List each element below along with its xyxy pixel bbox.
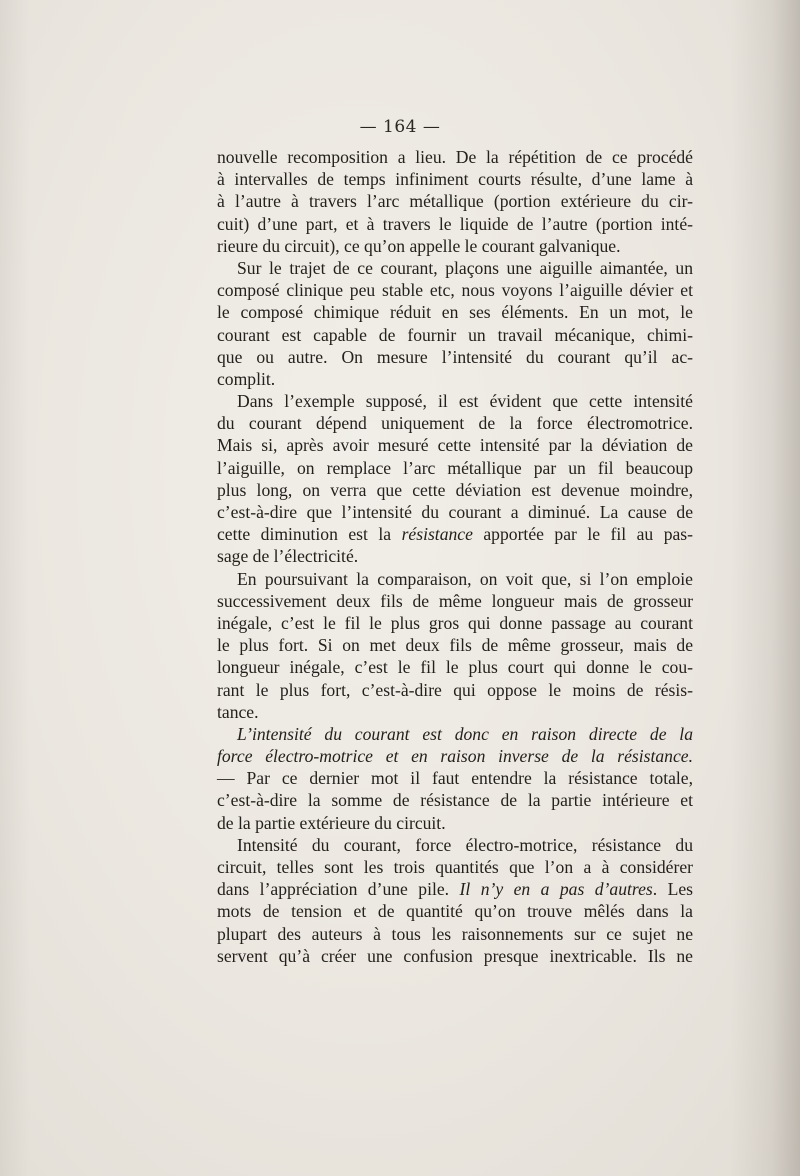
text-line: l’aiguille, on remplace l’arc métallique par un fil beaucoup: [217, 457, 693, 478]
text-line: servent qu’à créer une confusion presque inextricable. Ils ne: [217, 945, 693, 966]
text-line: c’est-à-dire la somme de résistance de la partie intérieure et: [217, 790, 693, 811]
text-line: plupart des auteurs à tous les raisonnements sur ce sujet ne: [217, 923, 693, 944]
text-line: le plus fort. Si on met deux fils de même grosseur, mais de: [217, 635, 693, 656]
text-line: — Par ce dernier mot il faut entendre la résistance totale,: [217, 768, 693, 789]
text-line: longueur inégale, c’est le fil le plus court qui donne le cou-: [217, 657, 693, 678]
page-edge-shadow: [0, 0, 30, 1176]
page-number: — 164 —: [359, 117, 441, 137]
text-line: nouvelle recomposition a lieu. De la répétition de ce procédé: [217, 147, 693, 167]
text-line: que ou autre. On mesure l’intensité du courant qu’il ac-: [217, 346, 693, 367]
gutter-shadow: [730, 0, 800, 1176]
text-line: En poursuivant la comparaison, on voit que, si l’on emploie: [237, 568, 693, 589]
text-line: de la partie extérieure du circuit.: [217, 812, 446, 833]
text-line: Mais si, après avoir mesuré cette intensité par la déviation de: [217, 435, 693, 456]
text-line: le composé chimique réduit en ses éléments. En un mot, le: [217, 302, 693, 323]
text-line: L’intensité du courant est donc en raison directe de la: [237, 723, 693, 744]
text-line: composé clinique peu stable etc, nous voyons l’aiguille dévier et: [217, 280, 693, 301]
text-line: rant le plus fort, c’est-à-dire qui oppose le moins de résis-: [217, 679, 693, 700]
text-line: cette diminution est la résistance apportée par le fil au pas-: [217, 524, 694, 545]
text-line: circuit, telles sont les trois quantités que l’on a à considérer: [217, 857, 693, 877]
text-line: plus long, on verra que cette déviation est devenue moindre,: [217, 479, 693, 500]
text-line: Dans l’exemple supposé, il est évident que cette intensité: [237, 391, 693, 412]
text-line: Sur le trajet de ce courant, plaçons une aiguille aimantée, un: [237, 257, 693, 278]
text-line: du courant dépend uniquement de la force électromotrice.: [217, 413, 693, 434]
text-line: c’est-à-dire que l’intensité du courant a diminué. La cause de: [217, 502, 693, 522]
body-text: [217, 146, 693, 967]
text-line: courant est capable de fournir un travail mécanique, chimi-: [217, 324, 693, 345]
text-line: complit.: [217, 368, 276, 389]
text-line: dans l’appréciation d’une pile. Il n’y en a pas d’autres. Les: [217, 879, 693, 900]
text-line: rieure du circuit), ce qu’on appelle le courant galvanique.: [217, 235, 621, 256]
text-line: force électro-motrice et en raison inverse de la résistance.: [217, 746, 693, 767]
emphasis-text: Il n’y en a pas d’autres: [459, 879, 653, 900]
emphasis-text: résistance: [401, 524, 473, 545]
text-line: mots de tension et de quantité qu’on trouve mêlés dans la: [217, 901, 693, 922]
text-line: cuit) d’une part, et à travers le liquide de l’autre (portion inté-: [217, 213, 693, 234]
text-line: à l’autre à travers l’arc métallique (portion extérieure du cir-: [217, 191, 693, 212]
text-line: sage de l’électricité.: [217, 546, 359, 567]
text-line: inégale, c’est le fil le plus gros qui donne passage au courant: [217, 612, 693, 633]
text-line: Intensité du courant, force électro-motrice, résistance du: [237, 834, 693, 855]
text-line: tance.: [217, 701, 259, 722]
text-line: à intervalles de temps infiniment courts résulte, d’une lame à: [217, 169, 693, 190]
text-line: successivement deux fils de même longueur mais de grosseur: [217, 590, 693, 611]
